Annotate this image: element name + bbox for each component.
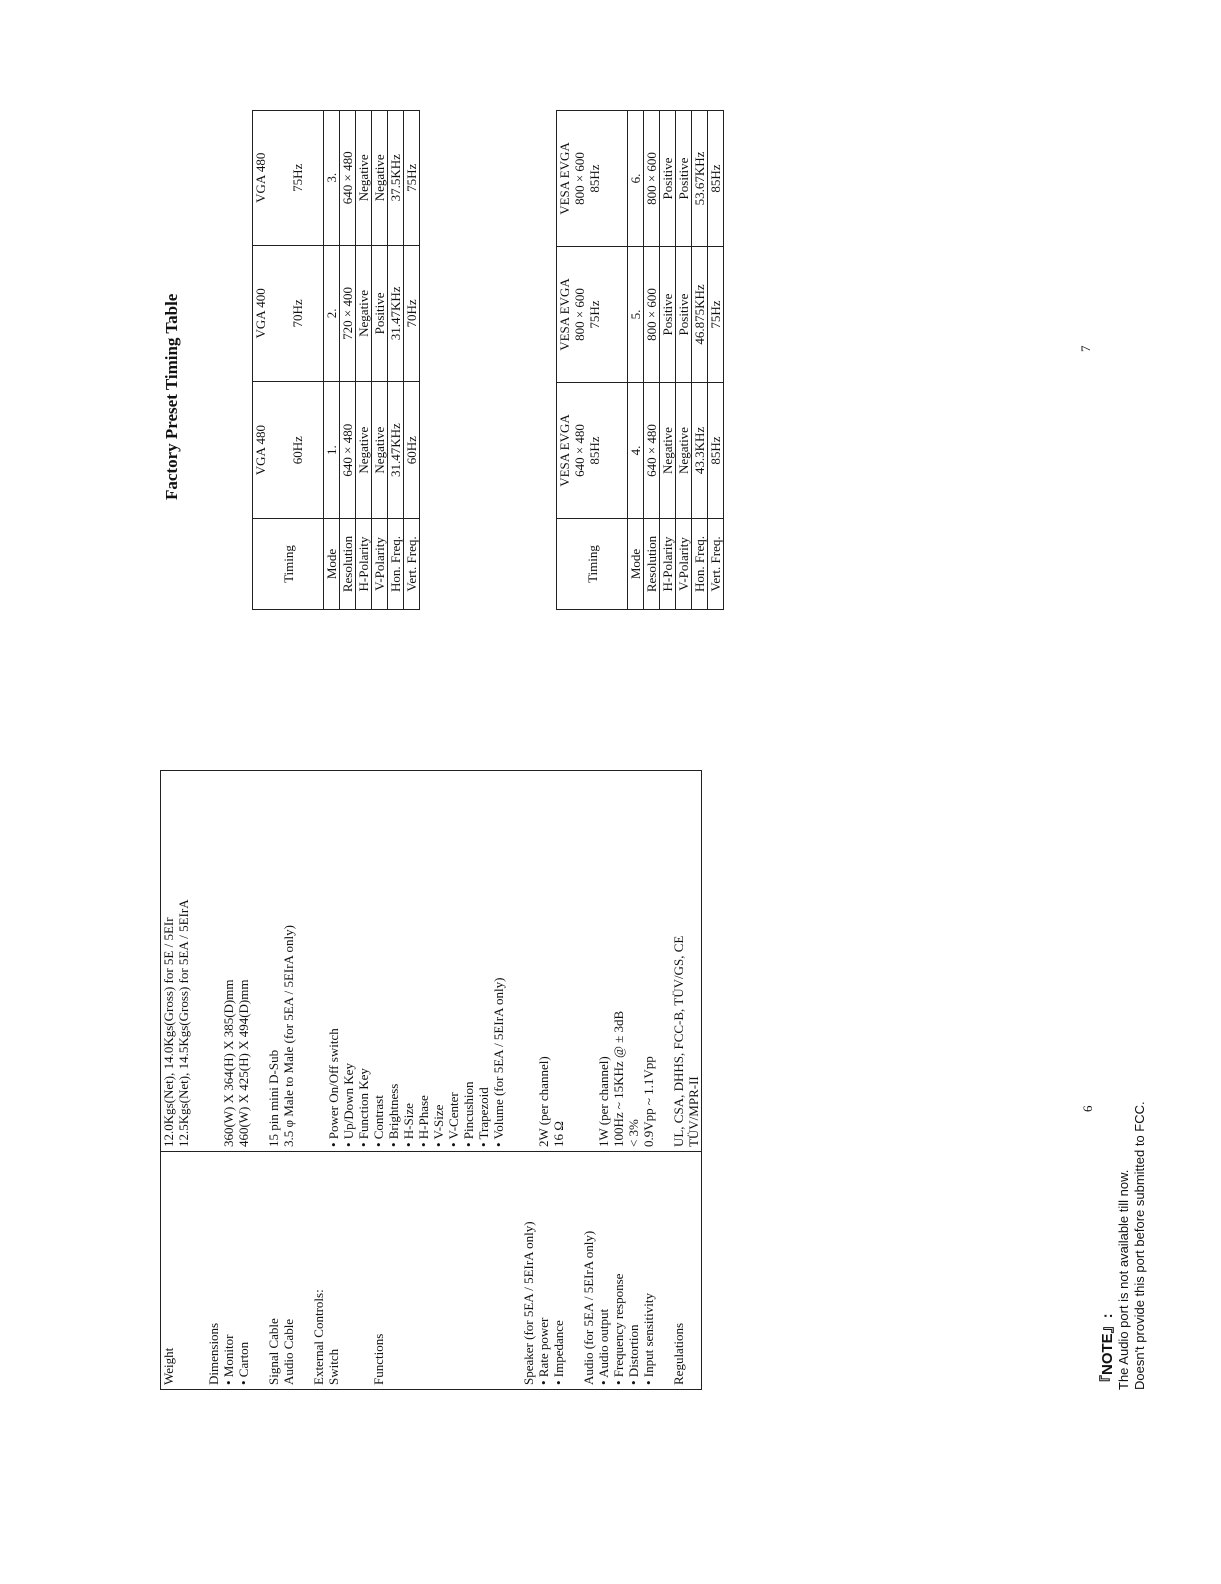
timing-cell: Positive <box>676 111 692 247</box>
spec-value-cell <box>191 771 206 1152</box>
timing-res: 800 × 600 <box>572 288 587 341</box>
spec-row <box>161 771 192 1390</box>
spec-label: • Audio output <box>596 1308 611 1385</box>
timing-row-label: H-Polarity <box>356 519 372 610</box>
timing-cell: 800 × 600 <box>644 111 660 247</box>
timing-cell: 46.875KHz <box>692 247 708 383</box>
spec-blank <box>566 1156 581 1385</box>
spec-label: Signal Cable <box>266 1318 281 1385</box>
timing-cell: 4. <box>628 383 644 519</box>
spec-label: Functions <box>371 1333 386 1385</box>
spec-value-cell <box>581 771 656 1152</box>
page-number-7: 7 <box>1078 345 1093 352</box>
timing-row <box>356 111 372 610</box>
timing-row <box>388 111 404 610</box>
spec-blank <box>506 775 521 1147</box>
spec-label-cell <box>371 1152 506 1390</box>
timing-row-label: Hon. Freq. <box>692 519 708 610</box>
timing-cell: 60Hz <box>404 382 420 519</box>
timing-header-cell <box>557 247 628 383</box>
timing-row <box>340 111 356 610</box>
timing-table-1-wrapper <box>252 110 420 610</box>
spec-blank <box>506 1156 521 1385</box>
spec-label-cell <box>206 1152 251 1390</box>
timing-cell: Negative <box>356 382 372 519</box>
spec-table-wrapper <box>160 770 702 1390</box>
timing-cell: 3. <box>324 111 340 246</box>
note-title: 『NOTE』: <box>1099 1313 1116 1390</box>
spec-value-cell <box>371 771 506 1152</box>
timing-cell: Negative <box>676 383 692 519</box>
spec-value: • Trapezoid <box>476 1087 491 1148</box>
timing-res: 640 × 480 <box>572 424 587 477</box>
timing-name: VESA EVGA <box>557 414 572 487</box>
spec-value: TÜV/MPR-II <box>686 1076 701 1148</box>
spec-blank <box>251 775 266 1147</box>
spec-value: • Volume (for 5EA / 5EIrA only) <box>491 977 506 1148</box>
spec-value: • Contrast <box>371 1095 386 1148</box>
spec-label-cell <box>521 1152 566 1390</box>
spec-label-cell <box>656 1152 671 1390</box>
timing-cell: 720 × 400 <box>340 245 356 382</box>
spec-row <box>191 771 206 1390</box>
timing-table-2-wrapper <box>556 110 724 610</box>
timing-rate: 70Hz <box>290 299 305 328</box>
spec-row <box>656 771 671 1390</box>
note-block <box>1100 1101 1148 1390</box>
spec-blank <box>566 775 581 1147</box>
timing-row <box>676 111 692 610</box>
spec-value: 1W (per channel) <box>596 1056 611 1148</box>
spec-label-cell <box>671 1152 702 1390</box>
timing-cell: 640 × 480 <box>340 382 356 519</box>
timing-cell: Negative <box>660 383 676 519</box>
spec-label: • Frequency response <box>611 1273 626 1385</box>
timing-cell: Positive <box>660 247 676 383</box>
spec-label: • Monitor <box>221 1334 236 1385</box>
note-line-2: Doesn't provide this port before submitted to FCC. <box>1132 1101 1147 1390</box>
spec-row <box>671 771 702 1390</box>
spec-value: • Brightness <box>386 1083 401 1148</box>
spec-row <box>296 771 311 1390</box>
timing-rate: 75Hz <box>290 163 305 192</box>
spec-blank <box>581 775 596 1147</box>
spec-label-cell <box>566 1152 581 1390</box>
spec-label: • Impedance <box>551 1320 566 1385</box>
timing-row <box>692 111 708 610</box>
spec-value: 360(W) X 364(H) X 385(D)mm <box>221 979 236 1148</box>
timing-cell: 53.67KHz <box>692 111 708 247</box>
spec-value-cell <box>266 771 296 1152</box>
timing-res: 800 × 600 <box>572 152 587 205</box>
spec-label-cell <box>311 1152 371 1390</box>
spec-value: 100Hz ~ 15KHz @ ± 3dB <box>611 1010 626 1148</box>
spec-label: • Carton <box>236 1341 251 1385</box>
spec-label-cell <box>251 1152 266 1390</box>
timing-row <box>708 111 724 610</box>
timing-cell: Negative <box>356 111 372 246</box>
spec-label-cell <box>161 1152 192 1390</box>
spec-value-cell <box>671 771 702 1152</box>
spec-label: Audio (for 5EA / 5EIrA only) <box>581 1230 596 1385</box>
spec-blank <box>521 775 536 1147</box>
spec-value: 460(W) X 425(H) X 494(D)mm <box>236 979 251 1148</box>
spec-label: • Distortion <box>626 1324 641 1385</box>
timing-cell: Negative <box>356 245 372 382</box>
spec-value-cell <box>566 771 581 1152</box>
spec-blank <box>311 775 326 1147</box>
spec-value: 12.5Kgs(Net), 14.5Kgs(Gross) for 5EA / 5EIrA <box>176 899 191 1148</box>
spec-label: • Input sensitivity <box>641 1293 656 1385</box>
spec-row <box>251 771 266 1390</box>
timing-header-cell <box>557 111 628 247</box>
spec-value: • Pincushion <box>461 1081 476 1148</box>
timing-row <box>660 111 676 610</box>
timing-name: VGA 480 <box>253 152 268 203</box>
spec-row <box>581 771 656 1390</box>
spec-value: UL, CSA, DHHS, FCC-B, TÜV/GS, CE <box>671 935 686 1148</box>
timing-row <box>404 111 420 610</box>
timing-row <box>644 111 660 610</box>
spec-value: • V-Center <box>446 1092 461 1148</box>
spec-value-cell <box>311 771 371 1152</box>
spec-table <box>160 770 702 1390</box>
timing-row-label: V-Polarity <box>676 519 692 610</box>
spec-value-cell <box>506 771 521 1152</box>
timing-cell: 1. <box>324 382 340 519</box>
timing-cell: Positive <box>372 245 388 382</box>
timing-cell: 800 × 600 <box>644 247 660 383</box>
timing-row <box>324 111 340 610</box>
timing-row-label: Vert. Freq. <box>404 519 420 610</box>
spec-value: • Power On/Off switch <box>326 1028 341 1148</box>
timing-cell: 2. <box>324 245 340 382</box>
timing-cell: 70Hz <box>404 245 420 382</box>
spec-label-cell <box>266 1152 296 1390</box>
timing-header-row <box>557 111 628 610</box>
spec-label: Audio Cable <box>281 1318 296 1385</box>
timing-rate: 75Hz <box>587 300 602 329</box>
spec-value: • Function Key <box>356 1068 371 1148</box>
spec-blank <box>251 1156 266 1385</box>
timing-cell: 43.3KHz <box>692 383 708 519</box>
timing-cell: 85Hz <box>708 383 724 519</box>
timing-row-label: Resolution <box>340 519 356 610</box>
spec-value: • H-Phase <box>416 1095 431 1148</box>
spec-value: • V-Size <box>431 1104 446 1148</box>
timing-cell: Positive <box>660 111 676 247</box>
timing-name: VGA 400 <box>253 288 268 339</box>
spec-row <box>311 771 371 1390</box>
timing-table-2 <box>556 110 724 610</box>
timing-header-cell <box>253 382 324 519</box>
spec-value-cell <box>296 771 311 1152</box>
spec-value: 16 Ω <box>551 1121 566 1148</box>
spec-row <box>506 771 521 1390</box>
timing-name: VESA EVGA <box>557 142 572 215</box>
spec-value-cell <box>656 771 671 1152</box>
spec-label-cell <box>581 1152 656 1390</box>
timing-row <box>628 111 644 610</box>
spec-blank <box>296 775 311 1147</box>
timing-cell: 6. <box>628 111 644 247</box>
spec-value: 15 pin mini D-Sub <box>266 1049 281 1148</box>
timing-row-label: Mode <box>324 519 340 610</box>
timing-row-label: Vert. Freq. <box>708 519 724 610</box>
timing-cell: 75Hz <box>404 111 420 246</box>
timing-header-row <box>253 111 324 610</box>
spec-value: 12.0Kgs(Net), 14.0Kgs(Gross) for 5E / 5EIr <box>161 917 176 1148</box>
timing-cell: 640 × 480 <box>340 111 356 246</box>
timing-cell: Negative <box>372 111 388 246</box>
timing-cell: 85Hz <box>708 111 724 247</box>
spec-label: • Rate power <box>536 1317 551 1385</box>
spec-blank <box>656 1156 671 1385</box>
timing-cell: Negative <box>372 382 388 519</box>
timing-header-cell <box>253 245 324 382</box>
spec-label: Switch <box>326 1348 341 1385</box>
spec-label-cell <box>506 1152 521 1390</box>
timing-table-1 <box>252 110 420 610</box>
timing-row-label: Timing <box>557 519 628 610</box>
spec-blank <box>206 775 221 1147</box>
spec-value: 0.9Vpp ~ 1.1Vpp <box>641 1056 656 1148</box>
timing-cell: 75Hz <box>708 247 724 383</box>
spec-label-cell <box>296 1152 311 1390</box>
spec-row <box>371 771 506 1390</box>
spec-blank <box>191 1156 206 1385</box>
spec-row <box>566 771 581 1390</box>
timing-rate: 60Hz <box>290 436 305 465</box>
timing-cell: 31.47KHz <box>388 245 404 382</box>
spec-row <box>266 771 296 1390</box>
page-number-6: 6 <box>1080 1105 1095 1112</box>
spec-value-cell <box>251 771 266 1152</box>
timing-row-label: H-Polarity <box>660 519 676 610</box>
timing-row-label: Hon. Freq. <box>388 519 404 610</box>
timing-cell: 640 × 480 <box>644 383 660 519</box>
spec-value: 2W (per channel) <box>536 1056 551 1148</box>
timing-rate: 85Hz <box>587 436 602 465</box>
spec-value: • H-Size <box>401 1103 416 1148</box>
timing-header-cell <box>557 383 628 519</box>
spec-label: Dimensions <box>206 1322 221 1385</box>
timing-row-label: Timing <box>253 519 324 610</box>
spec-row <box>521 771 566 1390</box>
spec-value: 3.5 φ Male to Male (for 5EA / 5EIrA only) <box>281 925 296 1148</box>
timing-name: VESA EVGA <box>557 278 572 351</box>
timing-cell: 31.47KHz <box>388 382 404 519</box>
timing-title: Factory Preset Timing Table <box>162 293 181 500</box>
spec-label-cell <box>191 1152 206 1390</box>
spec-blank <box>191 775 206 1147</box>
spec-blank <box>296 1156 311 1385</box>
spec-label: Speaker (for 5EA / 5EIrA only) <box>521 1221 536 1385</box>
spec-label: Regulations <box>671 1322 686 1385</box>
spec-value-cell <box>521 771 566 1152</box>
spec-label: External Controls: <box>311 1289 326 1385</box>
timing-cell: Positive <box>676 247 692 383</box>
timing-cell: 5. <box>628 247 644 383</box>
note-line-1: The Audio port is not available till now. <box>1116 1169 1131 1390</box>
spec-blank <box>656 775 671 1147</box>
spec-value-cell <box>206 771 251 1152</box>
spec-value-cell <box>161 771 192 1152</box>
timing-row-label: V-Polarity <box>372 519 388 610</box>
spec-value: < 3% <box>626 1119 641 1148</box>
timing-name: VGA 480 <box>253 425 268 476</box>
timing-row-label: Resolution <box>644 519 660 610</box>
spec-value: • Up/Down Key <box>341 1063 356 1148</box>
timing-header-cell <box>253 111 324 246</box>
timing-rate: 85Hz <box>587 164 602 193</box>
spec-row <box>206 771 251 1390</box>
timing-row-label: Mode <box>628 519 644 610</box>
timing-row <box>372 111 388 610</box>
timing-cell: 37.5KHz <box>388 111 404 246</box>
spec-label: Weight <box>161 1347 176 1385</box>
